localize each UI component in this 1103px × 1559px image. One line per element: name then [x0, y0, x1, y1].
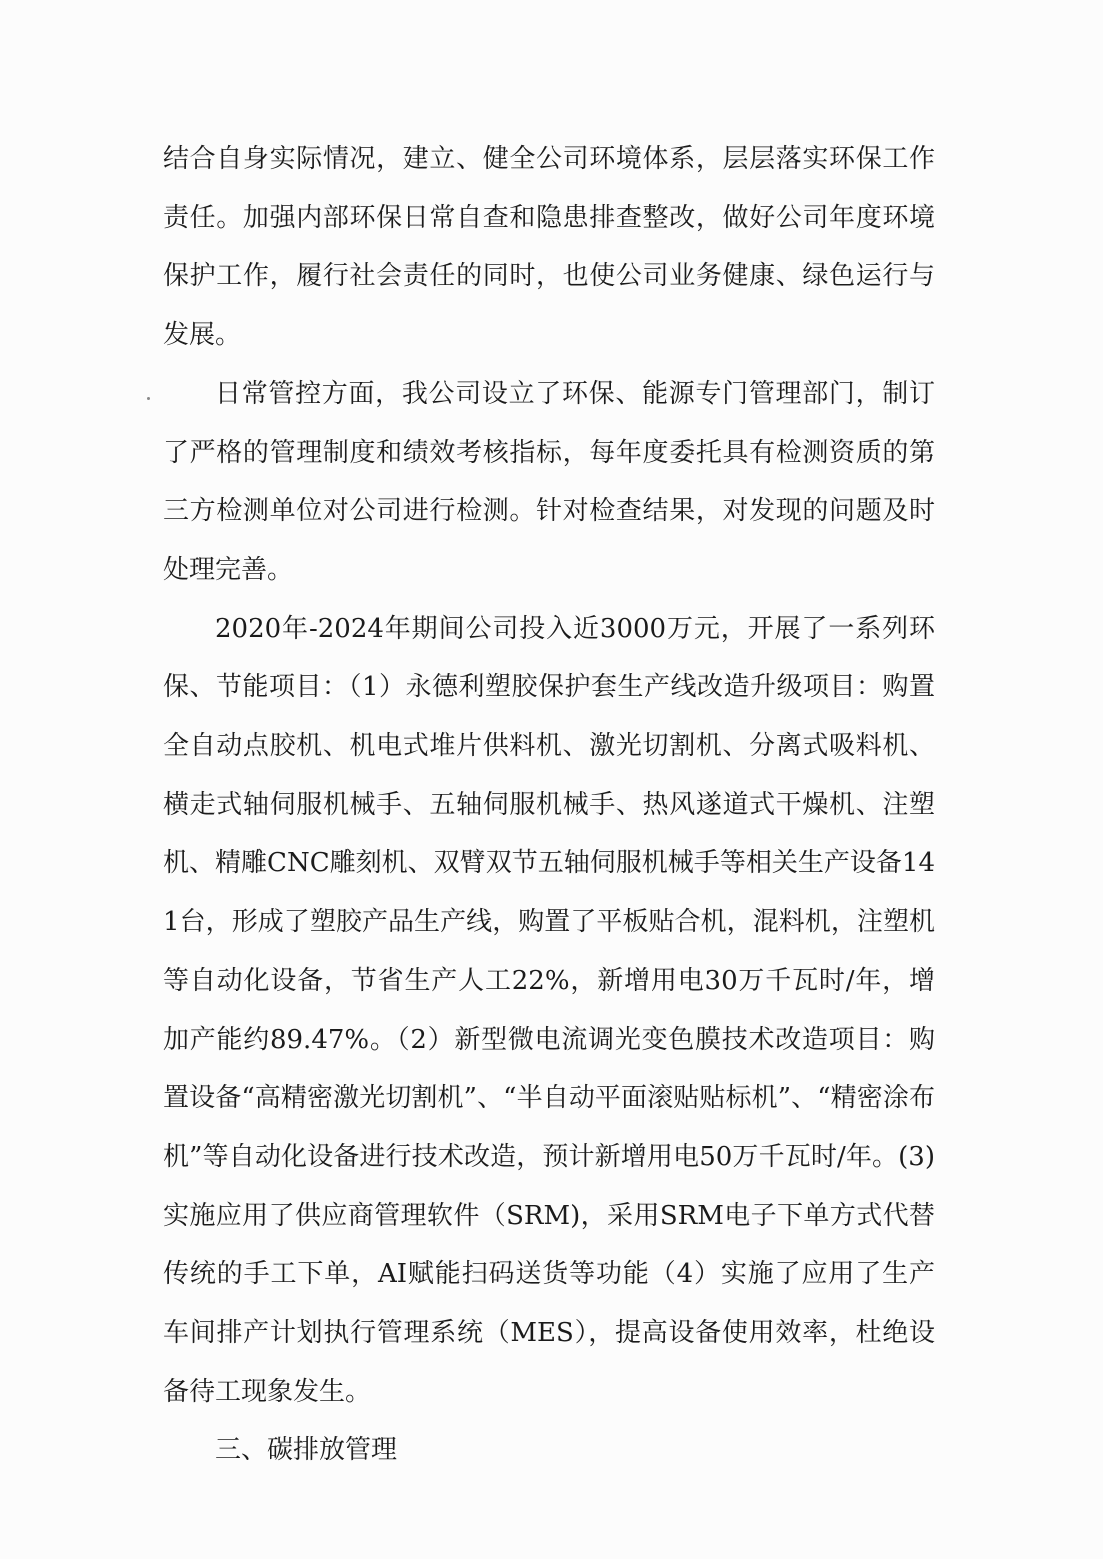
scan-speck [147, 397, 150, 400]
section-heading-carbon: 三、碳排放管理 [215, 1435, 398, 1466]
document-body [163, 130, 935, 1480]
paragraph-environment-system: 结合自身实际情况，建立、健全公司环境体系，层层落实环保工作责任。加强内部环保日常自查和隐患排查整改，做好公司年度环境保护工作，履行社会责任的同时，也使公司业务健康、绿色运行与发展。 [163, 144, 935, 351]
paragraph-energy-projects: 2020年-2024年期间公司投入近3000万元，开展了一系列环保、节能项目：（1）永德利塑胶保护套生产线改造升级项目：购置全自动点胶机、机电式堆片供料机、激光切割机、分离式吸料机、横走式轴伺服机械手、五轴伺服机械手、热风遂道式干燥机、注塑机、精雕CNC雕刻机、双臂双节五轴伺服机械手等相关生产设备141台，形成了塑胶产品生产线，购置了平板贴合机，混料机，注塑机等自动化设备，节省生产人工22%，新增用电30万千瓦时/年，增加产能约89.47%。（2）新型微电流调光变色膜技术改造项目：购置设备“高精密激光切割机”、“半自动平面滚贴贴标机”、“精密涂布机”等自动化设备进行技术改造，预计新增用电50万千瓦时/年。(3)实施应用了供应商管理软件（SRM)，采用SRM电子下单方式代替传统的手工下单，AI赋能扫码送货等功能（4）实施了应用了生产车间排产计划执行管理系统（MES），提高设备使用效率，杜绝设备待工现象发生。 [163, 613, 935, 1407]
paragraph-daily-control: 日常管控方面，我公司设立了环保、能源专门管理部门，制订了严格的管理制度和绩效考核指标，每年度委托具有检测资质的第三方检测单位对公司进行检测。针对检查结果，对发现的问题及时处理完善。 [163, 378, 935, 585]
